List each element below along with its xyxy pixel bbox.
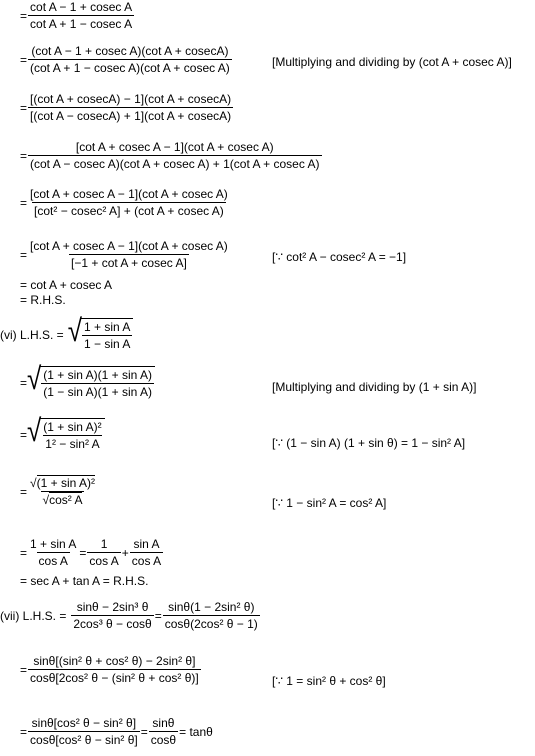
numerator: 1 + sin A bbox=[83, 320, 131, 334]
numerator: sin A bbox=[133, 537, 160, 551]
numerator: sinθ bbox=[152, 716, 175, 730]
fraction bbox=[163, 600, 260, 631]
part-vi-note-2: [∵ (1 − sin A) (1 + sin θ) = 1 − sin² A] bbox=[272, 436, 466, 450]
equals-sign: = bbox=[20, 427, 28, 442]
numerator: √(1 + sin A)² bbox=[30, 476, 95, 490]
numerator: (cot A − 1 + cosec A)(cot A + cosecA) bbox=[31, 44, 229, 58]
plus-sign: + bbox=[121, 545, 129, 560]
denominator: (cot A − cosec A)(cot A + cosec A) + 1(cot A + cosec A) bbox=[30, 157, 320, 171]
fraction bbox=[41, 368, 154, 399]
fraction bbox=[82, 320, 132, 351]
denominator: cos A bbox=[89, 554, 119, 568]
equals-sign: = bbox=[20, 662, 28, 677]
denominator: cos A bbox=[38, 554, 68, 568]
numerator: (1 + sin A)² bbox=[43, 420, 102, 434]
part-vii-note: [∵ 1 = sin² θ + cos² θ] bbox=[272, 674, 386, 688]
equals-sign: = bbox=[20, 52, 28, 67]
equals-sign: = bbox=[79, 545, 87, 560]
denominator: [cot² − cosec² A] + (cot A + cosec A) bbox=[34, 204, 224, 218]
fraction bbox=[28, 140, 322, 171]
numerator: 1 bbox=[100, 537, 108, 551]
part-vi-step-4 bbox=[20, 476, 98, 507]
equals-sign: = bbox=[20, 484, 28, 499]
numerator: cot A − 1 + cosec A bbox=[30, 0, 133, 14]
numerator: [cot A + cosec A − 1](cot A + cosec A) bbox=[30, 239, 228, 253]
fraction bbox=[149, 716, 178, 747]
fraction bbox=[28, 92, 233, 123]
numerator: sinθ − 2sin³ θ bbox=[76, 600, 149, 614]
part-vi-note-3: [∵ 1 − sin² A = cos² A] bbox=[272, 496, 387, 510]
square-root: √ $\frac{\text{(1 + sin A)(1 + sin A)}}{\text{(1 − sin A)(1 + sin A)}}$ bbox=[27, 366, 155, 399]
part-vi-step-5 bbox=[20, 537, 164, 568]
denominator: 2cos³ θ − cosθ bbox=[73, 617, 152, 631]
numerator: [(cot A + cosecA) − 1](cot A + cosecA) bbox=[30, 92, 232, 106]
step-4 bbox=[20, 140, 323, 171]
fraction bbox=[87, 537, 120, 568]
step-6-note: [∵ cot² A − cosec² A = −1] bbox=[272, 250, 407, 264]
denominator: cosθ bbox=[150, 733, 177, 747]
fraction bbox=[28, 239, 230, 270]
tan-result: = tanθ bbox=[179, 724, 213, 739]
fraction bbox=[28, 44, 232, 75]
numerator: [cot A + cosec A − 1](cot A + cosec A) bbox=[75, 140, 274, 154]
denominator: [(cot A − cosecA) + 1](cot A + cosecA) bbox=[30, 109, 232, 123]
numerator: sinθ[cos² θ − sin² θ] bbox=[31, 716, 137, 730]
denominator-text: cos² A bbox=[49, 493, 83, 507]
equals-sign: = bbox=[20, 724, 28, 739]
denominator: 1² − sin² A bbox=[45, 437, 100, 451]
part-vii-step-3 bbox=[20, 716, 213, 747]
fraction bbox=[28, 537, 78, 568]
rhs-line: = R.H.S. bbox=[20, 293, 66, 307]
part-vi-step-3 bbox=[20, 412, 105, 451]
part-label: (vii) L.H.S. = bbox=[0, 608, 67, 623]
part-vi-result: = sec A + tan A = R.H.S. bbox=[20, 574, 149, 588]
part-vii-start bbox=[0, 600, 261, 631]
fraction bbox=[28, 654, 201, 685]
denominator: cosθ[cos² θ − sin² θ] bbox=[30, 733, 138, 747]
fraction bbox=[28, 716, 140, 747]
part-vi-start bbox=[0, 312, 133, 351]
denominator: cosθ(2cos² θ − 1) bbox=[164, 617, 258, 631]
denominator: (cot A + 1 − cosec A)(cot A + cosec A) bbox=[30, 61, 230, 75]
fraction bbox=[28, 0, 134, 31]
numerator: sinθ(1 − 2sin² θ) bbox=[168, 600, 255, 614]
part-vi-note-1: [Multiplying and dividing by (1 + sin A)] bbox=[272, 380, 477, 394]
part-vii-step-2 bbox=[20, 654, 202, 685]
denominator: [−1 + cot A + cosec A] bbox=[71, 256, 187, 270]
step-5 bbox=[20, 187, 231, 218]
denominator: cos A bbox=[131, 554, 162, 568]
denominator: cot A + 1 − cosec A bbox=[30, 17, 133, 31]
step-3 bbox=[20, 92, 234, 123]
numerator-text: (1 + sin A)² bbox=[36, 476, 95, 490]
square-root: √ $\frac{\text{1 + sin A}}{\text{1 − sin A}}$ bbox=[68, 318, 134, 351]
step-1 bbox=[20, 0, 135, 31]
denominator: √cos² A bbox=[42, 493, 83, 507]
fraction bbox=[41, 420, 103, 451]
denominator: cosθ[2cos² θ − (sin² θ + cos² θ)] bbox=[30, 671, 199, 685]
numerator: [cot A + cosec A − 1](cot A + cosec A) bbox=[30, 187, 228, 201]
equals-sign: = bbox=[20, 100, 28, 115]
step-6 bbox=[20, 239, 231, 270]
numerator: (1 + sin A)(1 + sin A) bbox=[43, 368, 153, 382]
denominator: 1 − sin A bbox=[83, 337, 131, 351]
equals-sign: = bbox=[20, 545, 28, 560]
fraction bbox=[28, 187, 230, 218]
equals-sign: = bbox=[140, 724, 148, 739]
result-line: = cot A + cosec A bbox=[20, 278, 113, 292]
numerator: 1 + sin A bbox=[30, 537, 77, 551]
fraction bbox=[28, 476, 97, 507]
equals-sign: = bbox=[20, 148, 28, 163]
step-2-note: [Multiplying and dividing by (cot A + cosec A)] bbox=[272, 55, 512, 69]
part-vi-step-2 bbox=[20, 360, 155, 399]
step-2 bbox=[20, 44, 233, 75]
equals-sign: = bbox=[20, 195, 28, 210]
equals-sign: = bbox=[20, 375, 28, 390]
numerator: sinθ[(sin² θ + cos² θ) − 2sin² θ] bbox=[33, 654, 196, 668]
fraction bbox=[130, 537, 163, 568]
denominator: (1 − sin A)(1 + sin A) bbox=[43, 385, 153, 399]
fraction bbox=[71, 600, 153, 631]
equals-sign: = bbox=[20, 8, 28, 23]
part-label: (vi) L.H.S. = bbox=[0, 327, 64, 342]
equals-sign: = bbox=[20, 247, 28, 262]
square-root: √ $\frac{\text{(1 + sin A)²}}{\text{1² − sin² A}}$ bbox=[27, 418, 105, 451]
equals-sign: = bbox=[154, 608, 162, 623]
